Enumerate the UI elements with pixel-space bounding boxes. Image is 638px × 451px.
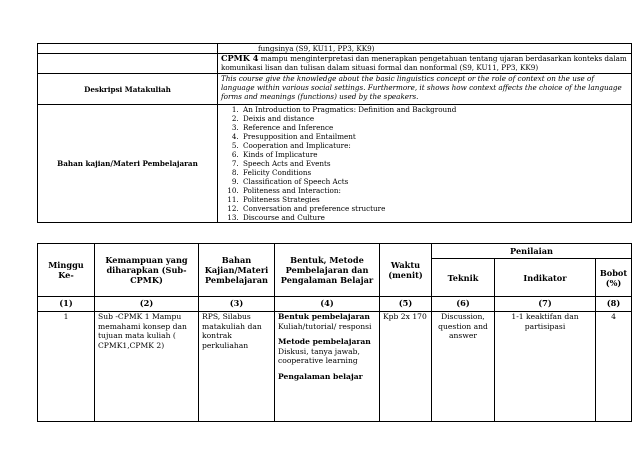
cpmk4-cell: [218, 54, 632, 74]
row-bahan: RPS, Silabus matakuliah dan kontrak perkuliahan: [199, 312, 275, 422]
list-item: 7. Speech Acts and Events: [241, 159, 628, 168]
row-minggu: 1: [38, 312, 95, 422]
header-penilaian: Penilaian: [432, 244, 632, 259]
column-number: (6): [432, 297, 495, 312]
list-item: 5. Cooperation and Implicature:: [241, 141, 628, 150]
column-number: (3): [199, 297, 275, 312]
header-waktu: Waktu (menit): [380, 244, 432, 297]
row-teknik: Discussion, question and answer: [432, 312, 495, 422]
list-item: 12. Conversation and preference structure: [241, 204, 628, 213]
row-indikator: 1-1 keaktifan dan partisipasi: [495, 312, 596, 422]
cpmk-fragment-cell: [218, 44, 632, 54]
column-number: (8): [596, 297, 632, 312]
list-item: 11. Politeness Strategies: [241, 195, 628, 204]
header-bahan: Bahan Kajian/Materi Pembelajaran: [199, 244, 275, 297]
empty-cell: [38, 44, 218, 54]
bahan-list: [221, 105, 628, 222]
column-number: (4): [275, 297, 380, 312]
header-teknik: Teknik: [432, 259, 495, 297]
course-info-table: [37, 43, 632, 223]
list-item: 6. Kinds of Implicature: [241, 150, 628, 159]
metode-text: Diskusi, tanya jawab, cooperative learning: [278, 346, 360, 365]
cpmk4-label: CPMK 4: [221, 53, 259, 63]
metode-label: Metode pembelajaran: [278, 337, 371, 346]
list-item: 4. Presupposition and Entailment: [241, 132, 628, 141]
bentuk-label: Bentuk pembelajaran: [278, 312, 370, 321]
schedule-table: [37, 243, 632, 422]
table-row: [38, 312, 632, 422]
list-item: 1. An Introduction to Pragmatics: Definition and Background: [241, 105, 628, 114]
header-bobot: Bobot (%): [596, 259, 632, 297]
deskripsi-text: This course give the knowledge about the basic linguistics concept or the role of context on the use of language within various social settings. Furthermore, it shows how context affects the choice of the language forms and meanings (functions) used by the speakers.: [218, 74, 632, 105]
pengalaman-label: Pengalaman belajar: [278, 371, 363, 381]
row-bobot: 4: [596, 312, 632, 422]
list-item: 8. Felicity Conditions: [241, 168, 628, 177]
cpmk-fragment: fungsinya (S9, KU11, PP3, KK9): [258, 44, 375, 53]
list-item: 3. Reference and Inference: [241, 123, 628, 132]
header-minggu: Minggu Ke-: [38, 244, 95, 297]
list-item: 9. Classification of Speech Acts: [241, 177, 628, 186]
column-number: (7): [495, 297, 596, 312]
list-item: 13. Discourse and Culture: [241, 213, 628, 222]
column-number: (2): [95, 297, 199, 312]
empty-cell: [38, 54, 218, 74]
row-bentuk-cell: [275, 312, 380, 422]
cpmk4-text: mampu menginterpretasi dan menerapkan pengetahuan tentang ujaran berdasarkan konteks dalam komunikasi lisan dan tulisan dalam situasi formal dan nonformal (S9, KU11, PP3, KK9): [221, 54, 627, 72]
bahan-label: Bahan kajian/Materi Pembelajaran: [38, 105, 218, 223]
row-waktu: Kpb 2x 170: [380, 312, 432, 422]
header-bentuk: Bentuk, Metode Pembelajaran dan Pengalaman Belajar: [275, 244, 380, 297]
column-number: (1): [38, 297, 95, 312]
list-item: 2. Deixis and distance: [241, 114, 628, 123]
bahan-list-cell: [218, 105, 632, 223]
list-item: 10. Politeness and Interaction:: [241, 186, 628, 195]
deskripsi-label: Deskripsi Matakuliah: [38, 74, 218, 105]
header-kemampuan: Kemampuan yang diharapkan (Sub-CPMK): [95, 244, 199, 297]
row-kemampuan: Sub -CPMK 1 Mampu memahami konsep dan tujuan mata kuliah ( CPMK1,CPMK 2): [95, 312, 199, 422]
column-number: (5): [380, 297, 432, 312]
header-indikator: Indikator: [495, 259, 596, 297]
bentuk-text: Kuliah/tutorial/ responsi: [278, 321, 372, 331]
